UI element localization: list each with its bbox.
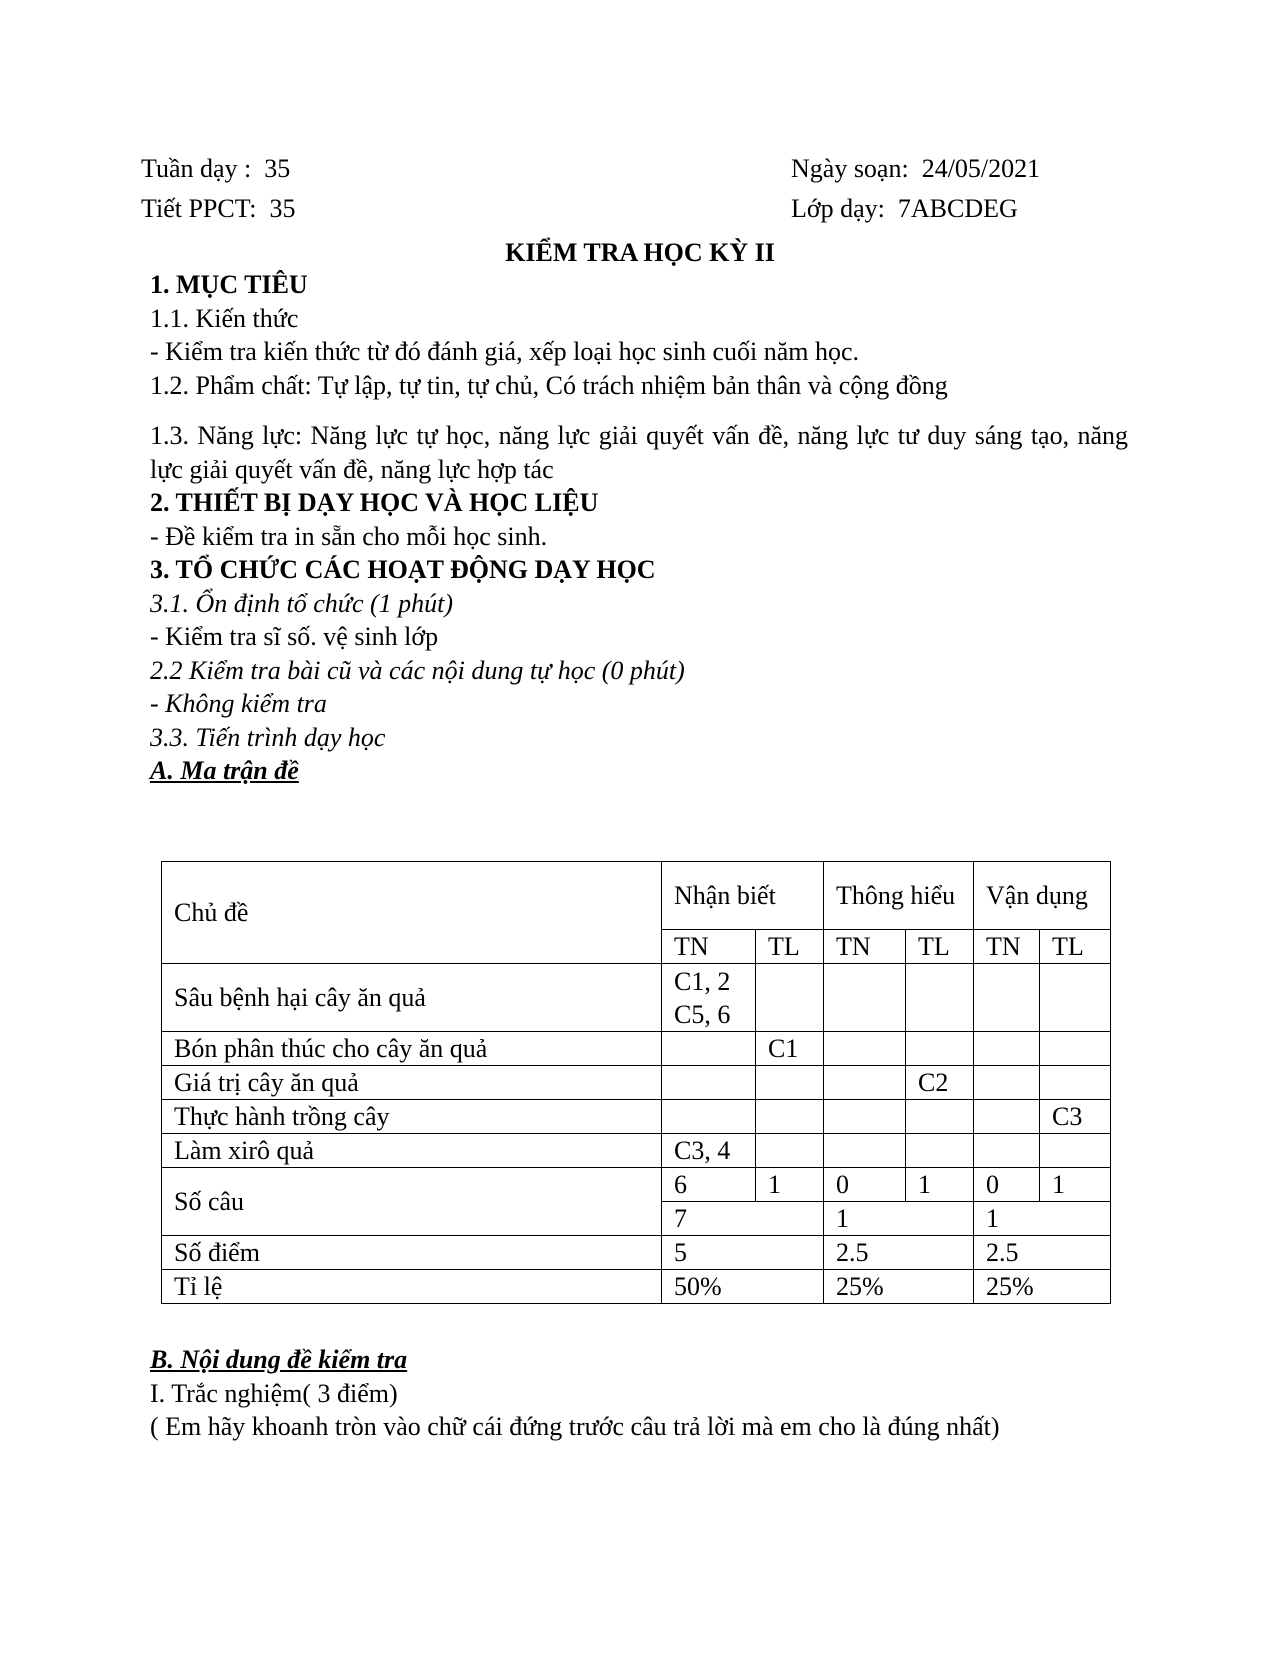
part-b-heading: B. Nội dung đề kiểm tra [150, 1345, 408, 1374]
cell-nb-tn: C3, 4 [662, 1134, 756, 1168]
so-cau-row [162, 1168, 1111, 1202]
ti-le-th: 25% [824, 1270, 974, 1304]
section-3-heading: 3. TỔ CHỨC CÁC HOẠT ĐỘNG DẠY HỌC [150, 555, 656, 584]
so-diem-vd: 2.5 [974, 1236, 1111, 1270]
cell-vd-tl: C3 [1040, 1100, 1111, 1134]
row-topic: Sâu bệnh hại cây ăn quả [162, 964, 662, 1032]
section-3-1: 3.1. Ổn định tổ chức (1 phút) [150, 588, 454, 618]
cell-vd-tn [974, 1134, 1040, 1168]
row-topic: Giá trị cây ăn quả [162, 1066, 662, 1100]
cell-nb-tn [662, 1032, 756, 1066]
cell-nb-tl [756, 964, 824, 1032]
so-diem-row [162, 1236, 1111, 1270]
cell-nb-tl [756, 1100, 824, 1134]
so-cau-th-tn: 0 [824, 1168, 906, 1202]
cell-th-tl [906, 1100, 974, 1134]
exam-matrix-table [161, 861, 1111, 1304]
cell-vd-tn [974, 1032, 1040, 1066]
nb-tl-header: TL [756, 930, 824, 964]
section-3-1-text: - Kiểm tra sĩ số. vệ sinh lớp [150, 622, 439, 651]
multiple-choice-instruction: ( Em hãy khoanh tròn vào chữ cái đứng trước câu trả lời mà em cho là đúng nhất) [150, 1412, 1000, 1441]
cell-nb-tl [756, 1134, 824, 1168]
topic-header: Chủ đề [162, 862, 662, 964]
ti-le-label: Tỉ lệ [162, 1270, 662, 1304]
table-row [162, 1032, 1111, 1066]
cell-th-tn [824, 1134, 906, 1168]
cell-vd-tn [974, 1100, 1040, 1134]
table-row [162, 1100, 1111, 1134]
ti-le-vd: 25% [974, 1270, 1111, 1304]
document-title: KIỂM TRA HỌC KỲ II [505, 238, 775, 267]
teaching-class [791, 192, 1018, 226]
ti-le-row [162, 1270, 1111, 1304]
table-row [162, 1066, 1111, 1100]
so-diem-label: Số điểm [162, 1236, 662, 1270]
table-row [162, 1134, 1111, 1168]
cell-vd-tl [1040, 964, 1111, 1032]
section-2-2-text: - Không kiểm tra [150, 689, 327, 718]
so-diem-th: 2.5 [824, 1236, 974, 1270]
ppct-period-value: 35 [269, 194, 296, 223]
cell-th-tl: C2 [906, 1066, 974, 1100]
vd-tn-header: TN [974, 930, 1040, 964]
part-a-heading: A. Ma trận đề [150, 756, 299, 785]
so-cau-total-th: 1 [824, 1202, 974, 1236]
cell-th-tl [906, 964, 974, 1032]
cell-th-tl [906, 1134, 974, 1168]
th-tn-header: TN [824, 930, 906, 964]
so-cau-nb-tn: 6 [662, 1168, 756, 1202]
section-1-2: 1.2. Phẩm chất: Tự lập, tự tin, tự chủ, Có trách nhiệm bản thân và cộng đồng [150, 370, 948, 400]
prepared-date-value: 24/05/2021 [921, 154, 1041, 183]
section-1-1: 1.1. Kiến thức [150, 303, 299, 333]
so-cau-total-nb: 7 [662, 1202, 824, 1236]
so-cau-label: Số câu [162, 1168, 662, 1236]
cell-vd-tl [1040, 1066, 1111, 1100]
teaching-week-label: Tuần dạy : [141, 154, 252, 183]
row-topic: Thực hành trồng cây [162, 1100, 662, 1134]
row-topic: Bón phân thúc cho cây ăn quả [162, 1032, 662, 1066]
so-cau-vd-tl: 1 [1040, 1168, 1111, 1202]
so-cau-total-vd: 1 [974, 1202, 1111, 1236]
lesson-content [150, 268, 1128, 788]
section-1-3: 1.3. Năng lực: Năng lực tự học, năng lực giải quyết vấn đề, năng lực tư duy sáng tạo, năng lực giải quyết vấn đề, năng lực hợp tác [150, 421, 1128, 484]
section-2-heading: 2. THIẾT BỊ DẠY HỌC VÀ HỌC LIỆU [150, 488, 599, 517]
cell-th-tn [824, 1032, 906, 1066]
cell-vd-tn [974, 1066, 1040, 1100]
prepared-date-label: Ngày soạn: [791, 154, 909, 183]
so-diem-nb: 5 [662, 1236, 824, 1270]
ppct-period-label: Tiết PPCT: [141, 194, 257, 223]
row-topic: Làm xirô quả [162, 1134, 662, 1168]
prepared-date [791, 152, 1040, 186]
level-nhan-biet-header: Nhận biết [662, 862, 824, 930]
so-cau-vd-tn: 0 [974, 1168, 1040, 1202]
level-thong-hieu-header: Thông hiểu [824, 862, 974, 930]
cell-vd-tn [974, 964, 1040, 1032]
cell-nb-tn: C1, 2 C5, 6 [662, 964, 756, 1032]
teaching-week-value: 35 [264, 154, 291, 183]
vd-tl-header: TL [1040, 930, 1111, 964]
section-3-3: 3.3. Tiến trình dạy học [150, 722, 386, 752]
cell-nb-tn [662, 1066, 756, 1100]
cell-th-tn [824, 1066, 906, 1100]
teaching-week [141, 152, 290, 186]
cell-th-tl [906, 1032, 974, 1066]
cell-nb-tn [662, 1100, 756, 1134]
section-2-2: 2.2 Kiểm tra bài cũ và các nội dung tự học (0 phút) [150, 655, 685, 685]
section-1-1-text: - Kiểm tra kiến thức từ đó đánh giá, xếp loại học sinh cuối năm học. [150, 337, 860, 366]
teaching-class-value: 7ABCDEG [897, 194, 1018, 223]
part-b [150, 1343, 1128, 1444]
multiple-choice-title: I. Trắc nghiệm( 3 điểm) [150, 1378, 398, 1408]
th-tl-header: TL [906, 930, 974, 964]
cell-vd-tl [1040, 1032, 1111, 1066]
cell-nb-tl: C1 [756, 1032, 824, 1066]
cell-th-tn [824, 1100, 906, 1134]
so-cau-nb-tl: 1 [756, 1168, 824, 1202]
cell-th-tn [824, 964, 906, 1032]
so-cau-th-tl: 1 [906, 1168, 974, 1202]
nb-tn-header: TN [662, 930, 756, 964]
cell-nb-tl [756, 1066, 824, 1100]
ppct-period [141, 192, 296, 226]
level-van-dung-header: Vận dụng [974, 862, 1111, 930]
ti-le-nb: 50% [662, 1270, 824, 1304]
cell-vd-tl [1040, 1134, 1111, 1168]
section-1-heading: 1. MỤC TIÊU [150, 270, 308, 299]
teaching-class-label: Lớp dạy: [791, 194, 885, 223]
table-row [162, 964, 1111, 1032]
section-2-text: - Đề kiểm tra in sẵn cho mỗi học sinh. [150, 521, 548, 551]
